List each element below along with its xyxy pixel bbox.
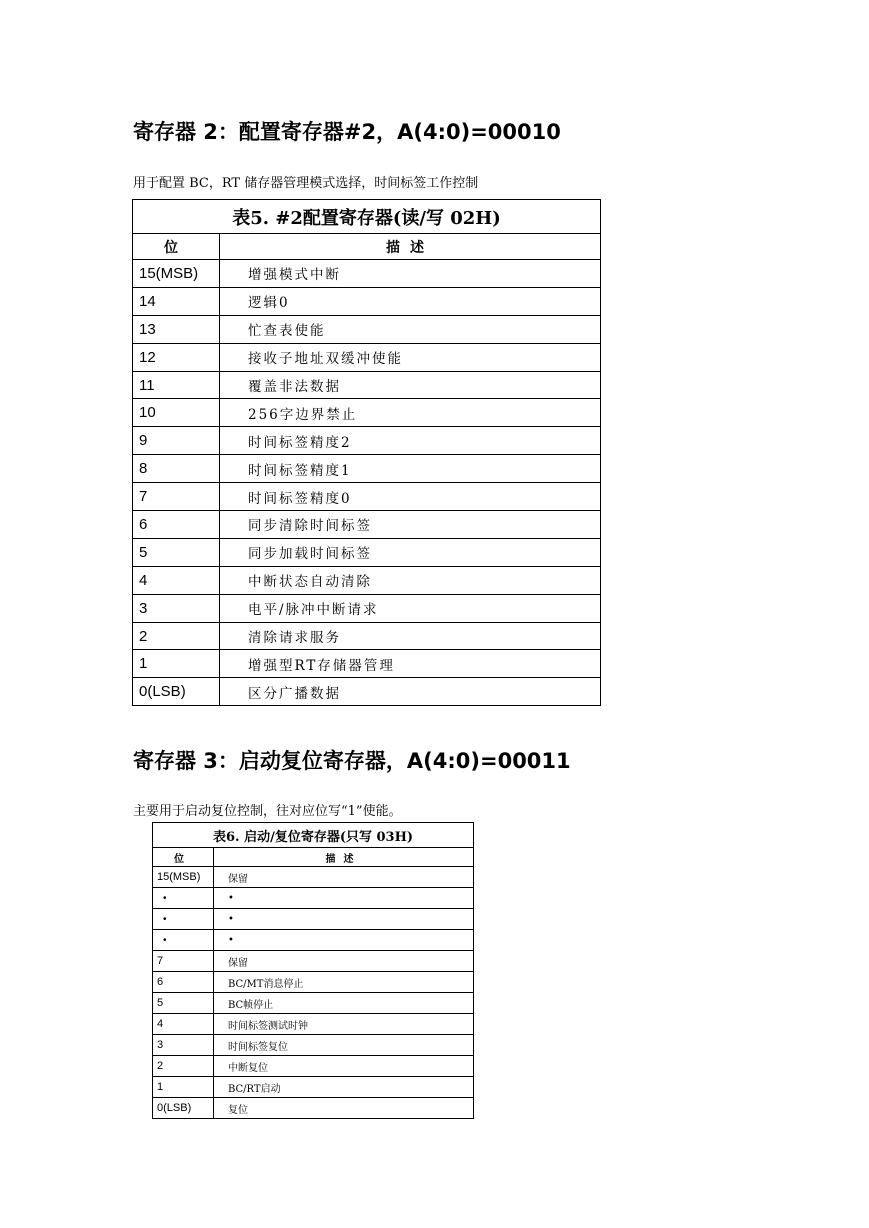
description-cell: 保留	[214, 951, 474, 972]
description-cell: BC/MT消息停止	[214, 972, 474, 993]
bit-cell: 1	[153, 1077, 214, 1098]
bit-cell: 0(LSB)	[133, 678, 220, 706]
bit-cell: 5	[133, 538, 220, 566]
description-cell: 增强模式中断	[220, 260, 601, 288]
description-cell: 保留	[214, 867, 474, 888]
table-row	[133, 455, 601, 483]
description-cell: 时间标签精度1	[220, 455, 601, 483]
table-row	[133, 594, 601, 622]
description-cell: 时间标签精度2	[220, 427, 601, 455]
column-header-bit: 位	[133, 234, 220, 260]
table-row	[153, 993, 474, 1014]
table-row	[133, 315, 601, 343]
table-row	[153, 867, 474, 888]
description-cell: 同步加载时间标签	[220, 538, 601, 566]
table-row	[153, 951, 474, 972]
table-title: 表5. #2配置寄存器(读/写 02H)	[133, 200, 601, 234]
table-body	[133, 260, 601, 706]
table-body	[153, 867, 474, 1119]
bit-cell: 11	[133, 371, 220, 399]
table-row	[133, 678, 601, 706]
bit-cell: 4	[153, 1014, 214, 1035]
section3-heading: 寄存器 3：启动复位寄存器，A(4:0)=00011	[133, 749, 571, 773]
bit-cell: 4	[133, 566, 220, 594]
table-row	[133, 287, 601, 315]
table-row	[133, 371, 601, 399]
table-row	[133, 399, 601, 427]
bit-cell: 5	[153, 993, 214, 1014]
bit-cell: 8	[133, 455, 220, 483]
description-cell: 复位	[214, 1098, 474, 1119]
description-cell: 区分广播数据	[220, 678, 601, 706]
bit-cell: 6	[153, 972, 214, 993]
table-row	[153, 1077, 474, 1098]
description-cell: 中断复位	[214, 1056, 474, 1077]
description-cell: 忙查表使能	[220, 315, 601, 343]
table-row	[133, 343, 601, 371]
bit-cell: 6	[133, 511, 220, 539]
section2-heading: 寄存器 2：配置寄存器#2，A(4:0)=00010	[133, 120, 561, 144]
register3-table	[152, 822, 474, 1119]
description-cell: 增强型RT存储器管理	[220, 650, 601, 678]
bit-cell: 2	[133, 622, 220, 650]
column-header-bit: 位	[153, 848, 214, 867]
description-cell: •	[214, 888, 474, 909]
description-cell: 中断状态自动清除	[220, 566, 601, 594]
bit-cell: 10	[133, 399, 220, 427]
table-row	[133, 483, 601, 511]
description-cell: BC/RT启动	[214, 1077, 474, 1098]
description-cell: 时间标签测试时钟	[214, 1014, 474, 1035]
description-cell: •	[214, 930, 474, 951]
table-row	[153, 972, 474, 993]
description-cell: 覆盖非法数据	[220, 371, 601, 399]
bit-cell: •	[153, 888, 214, 909]
description-cell: •	[214, 909, 474, 930]
table-row	[133, 260, 601, 288]
description-cell: 时间标签精度0	[220, 483, 601, 511]
table-row	[153, 1098, 474, 1119]
description-cell: 清除请求服务	[220, 622, 601, 650]
bit-cell: 1	[133, 650, 220, 678]
column-header-description: 描述	[214, 848, 474, 867]
table-row	[133, 650, 601, 678]
bit-cell: 12	[133, 343, 220, 371]
section2-description: 用于配置 BC，RT 储存器管理模式选择，时间标签工作控制	[133, 176, 479, 191]
description-cell: 同步清除时间标签	[220, 511, 601, 539]
table-row	[133, 622, 601, 650]
description-cell: 256字边界禁止	[220, 399, 601, 427]
column-header-description: 描述	[220, 234, 601, 260]
bit-cell: 13	[133, 315, 220, 343]
table-row	[153, 888, 474, 909]
bit-cell: 3	[133, 594, 220, 622]
description-cell: BC帧停止	[214, 993, 474, 1014]
bit-cell: 2	[153, 1056, 214, 1077]
table-row	[133, 511, 601, 539]
section3-description: 主要用于启动复位控制，往对应位写“1”使能。	[133, 804, 402, 819]
bit-cell: 0(LSB)	[153, 1098, 214, 1119]
description-cell: 时间标签复位	[214, 1035, 474, 1056]
description-cell: 电平/脉冲中断请求	[220, 594, 601, 622]
bit-cell: 14	[133, 287, 220, 315]
table-row	[133, 566, 601, 594]
bit-cell: 15(MSB)	[133, 260, 220, 288]
description-cell: 接收子地址双缓冲使能	[220, 343, 601, 371]
bit-cell: 7	[133, 483, 220, 511]
bit-cell: 15(MSB)	[153, 867, 214, 888]
table-row	[153, 1056, 474, 1077]
bit-cell: 9	[133, 427, 220, 455]
bit-cell: 3	[153, 1035, 214, 1056]
table-row	[153, 1035, 474, 1056]
table-row	[153, 930, 474, 951]
table-row	[153, 1014, 474, 1035]
register2-table	[132, 199, 601, 706]
table-row	[153, 909, 474, 930]
description-cell: 逻辑0	[220, 287, 601, 315]
bit-cell: 7	[153, 951, 214, 972]
bit-cell: •	[153, 909, 214, 930]
table-row	[133, 427, 601, 455]
bit-cell: •	[153, 930, 214, 951]
table-title: 表6. 启动/复位寄存器(只写 03H)	[153, 823, 474, 848]
table-row	[133, 538, 601, 566]
